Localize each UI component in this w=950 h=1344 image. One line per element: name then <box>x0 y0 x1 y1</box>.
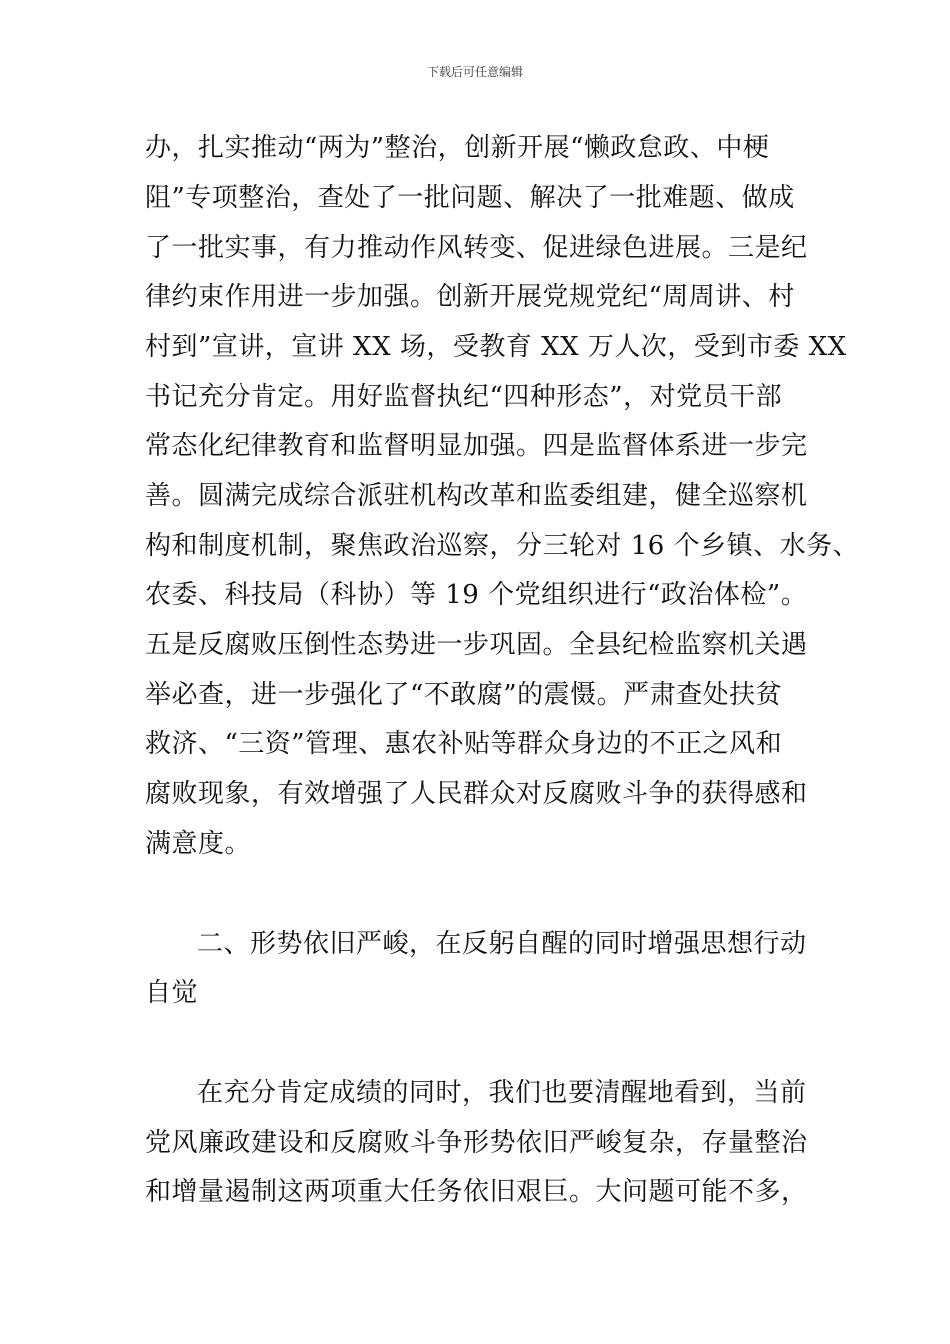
text-line: 村到”宣讲，宣讲 XX 场，受教育 XX 万人次，受到市委 XX <box>145 332 847 362</box>
text-line: 了一批实事，有力推动作风转变、促进绿色进展。三是纪 <box>145 233 808 263</box>
text-line: 满意度。 <box>145 829 252 859</box>
text-line: 办，扎实推动“两为”整治，创新开展“懒政怠政、中梗 <box>145 133 770 163</box>
text-line: 律约束作用进一步加强。创新开展党规党纪“周周讲、村 <box>145 282 795 312</box>
heading-line: 自觉 <box>145 978 199 1008</box>
text-line: 腐败现象，有效增强了人民群众对反腐败斗争的获得感和 <box>145 779 808 809</box>
heading-line: 二、形势依旧严峻，在反躬自醒的同时增强思想行动 <box>197 929 807 959</box>
text-line: 构和制度机制，聚焦政治巡察，分三轮对 16 个乡镇、水务、 <box>145 531 860 561</box>
text-line: 和增量遏制这两项重大任务依旧艰巨。大问题可能不多， <box>145 1177 808 1207</box>
text-line: 五是反腐败压倒性态势进一步巩固。全县纪检监察机关遇 <box>145 630 808 660</box>
page-header: 下载后可任意编辑 <box>426 65 523 79</box>
text-line: 常态化纪律教育和监督明显加强。四是监督体系进一步完 <box>145 431 808 461</box>
text-line: 农委、科技局（科协）等 19 个党组织进行“政治体检”。 <box>145 580 808 610</box>
text-line: 在充分肯定成绩的同时，我们也要清醒地看到，当前 <box>197 1078 807 1108</box>
text-line: 书记充分肯定。用好监督执纪“四种形态”，对党员干部 <box>145 382 783 412</box>
text-line: 救济、“三资”管理、惠农补贴等群众身边的不正之风和 <box>145 729 783 759</box>
text-line: 党风廉政建设和反腐败斗争形势依旧严峻复杂，存量整治 <box>145 1128 808 1158</box>
text-line: 阻”专项整治，查处了一批问题、解决了一批难题、做成 <box>145 183 795 213</box>
text-line: 举必查，进一步强化了“不敢腐”的震慑。严肃查处扶贫 <box>145 680 783 710</box>
text-line: 善。圆满完成综合派驻机构改革和监委组建，健全巡察机 <box>145 481 808 511</box>
